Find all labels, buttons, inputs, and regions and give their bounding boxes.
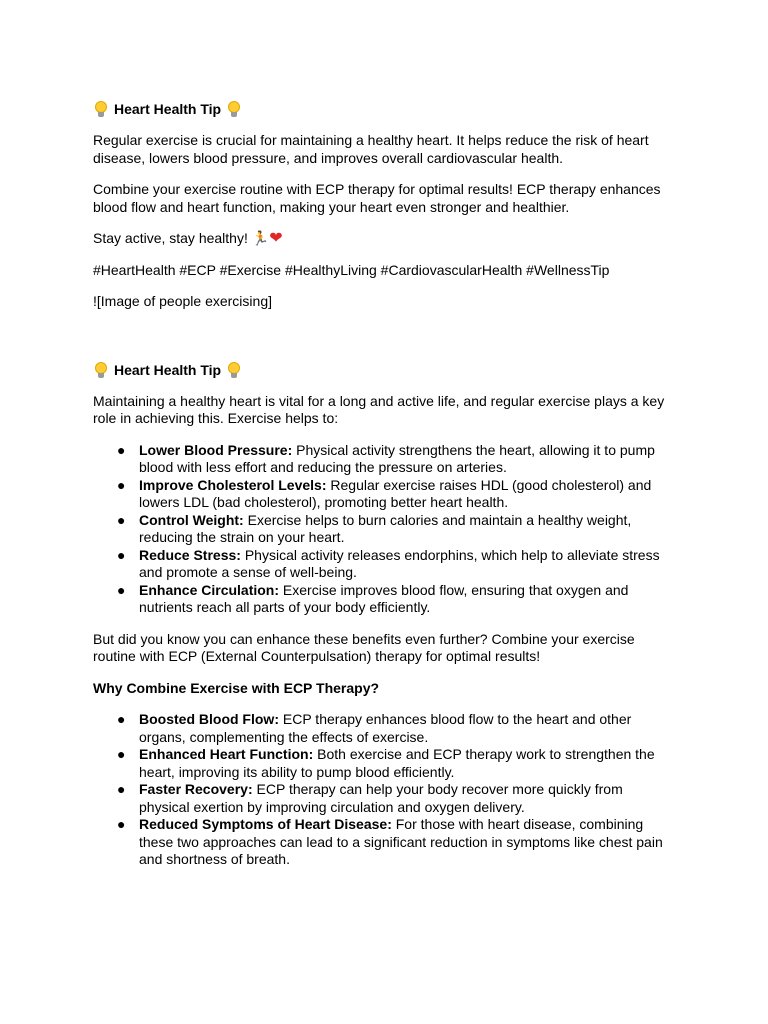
list-item-label: Faster Recovery:: [139, 781, 253, 797]
list-item: [93, 711, 675, 746]
list-item-text: ECP therapy enhances blood flow to the heart and other organs, complementing the effects of exercise.: [139, 711, 632, 745]
red-heart-icon: ❤: [269, 230, 283, 247]
runner-icon: 🏃: [251, 230, 270, 246]
bullet: ●: [117, 746, 126, 762]
bullet: ●: [117, 511, 126, 528]
benefits-list: [93, 442, 675, 617]
stay-active-text: Stay active, stay healthy!: [93, 230, 248, 246]
list-item-text: Exercise helps to burn calories and maintain a healthy weight, reducing the strain on your heart.: [139, 511, 632, 545]
section-spacer: [93, 325, 675, 362]
section-2-heading: [93, 362, 675, 380]
hashtags: #HeartHealth #ECP #Exercise #HealthyLiving #CardiovascularHealth #WellnessTip: [93, 261, 610, 278]
lightbulb-icon: [226, 362, 242, 380]
lightbulb-icon: [93, 362, 109, 380]
reasons-list: [93, 711, 675, 869]
section-1-heading: [93, 101, 675, 119]
list-item: [93, 816, 675, 869]
list-item-text: Exercise improves blood flow, ensuring that oxygen and nutrients reach all parts of your body efficiently.: [139, 581, 629, 615]
lightbulb-icon: [93, 101, 109, 119]
stay-active-line: [93, 230, 675, 248]
list-item-label: Improve Cholesterol Levels:: [139, 476, 327, 493]
why-combine-heading: Why Combine Exercise with ECP Therapy?: [93, 679, 380, 696]
section-1-paragraph: Combine your exercise routine with ECP therapy for optimal results! ECP therapy enhances blood flow and heart function, making your heart even stronger and healthier.: [93, 181, 661, 215]
image-placeholder-text: ![Image of people exercising]: [93, 293, 272, 309]
list-item-label: Lower Blood Pressure:: [139, 441, 293, 458]
list-item: [93, 442, 675, 477]
list-item-label: Enhanced Heart Function:: [139, 746, 314, 762]
bullet: ●: [117, 816, 126, 832]
section-2-intro: Maintaining a healthy heart is vital for a long and active life, and regular exercise plays a key role in achieving this. Exercise helps to:: [93, 392, 665, 426]
list-item-label: Reduced Symptoms of Heart Disease:: [139, 816, 392, 832]
document-page: [93, 101, 675, 883]
list-item-text: For those with heart disease, combining these two approaches can lead to a significant reduction in symptoms like chest pain and shortness of breath.: [139, 816, 663, 867]
section-1-paragraph: Regular exercise is crucial for maintaining a healthy heart. It helps reduce the risk of heart disease, lowers blood pressure, and improves overall cardiovascular health.: [93, 132, 649, 166]
list-item: [93, 746, 675, 781]
list-item-text: Physical activity strengthens the heart, allowing it to pump blood with less effort and reducing the pressure on arteries.: [139, 441, 655, 475]
section-1-title: Heart Health Tip: [114, 101, 222, 118]
list-item-text: ECP therapy can help your body recover more quickly from physical exertion by improving circulation and oxygen delivery.: [139, 781, 623, 815]
list-item: [93, 477, 675, 512]
bullet: ●: [117, 476, 126, 493]
list-item-text: Regular exercise raises HDL (good cholesterol) and lowers LDL (bad cholesterol), promoting better heart health.: [139, 476, 652, 510]
list-item-text: Physical activity releases endorphins, which help to alleviate stress and promote a sense of well-being.: [139, 546, 660, 580]
bullet: ●: [117, 441, 126, 458]
bullet: ●: [117, 581, 126, 598]
bridge-paragraph: But did you know you can enhance these benefits even further? Combine your exercise routine with ECP (External Counterpulsation) therapy for optimal results!: [93, 630, 635, 664]
bullet: ●: [117, 546, 126, 563]
list-item-label: Enhance Circulation:: [139, 581, 280, 598]
lightbulb-icon: [226, 101, 242, 119]
list-item: [93, 582, 675, 617]
list-item: [93, 512, 675, 547]
list-item: [93, 547, 675, 582]
bullet: ●: [117, 781, 126, 797]
list-item: [93, 781, 675, 816]
section-2-title: Heart Health Tip: [114, 361, 222, 378]
list-item-label: Reduce Stress:: [139, 546, 241, 563]
list-item-label: Control Weight:: [139, 511, 244, 528]
list-item-label: Boosted Blood Flow:: [139, 711, 279, 727]
list-item-text: Both exercise and ECP therapy work to strengthen the heart, improving its ability to pump blood efficiently.: [139, 746, 655, 780]
bullet: ●: [117, 711, 126, 727]
